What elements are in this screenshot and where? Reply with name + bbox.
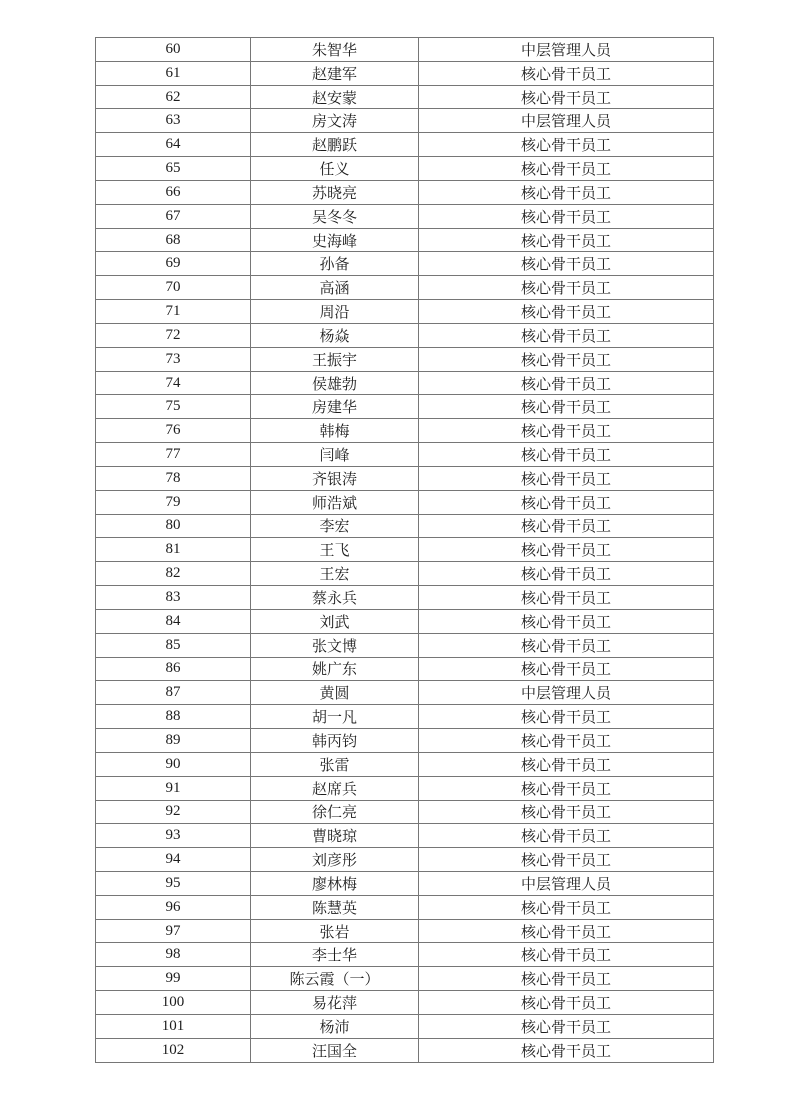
employee-category-cell: 核心骨干员工 (419, 1038, 714, 1062)
row-number-cell: 72 (96, 323, 251, 347)
employee-category-cell: 核心骨干员工 (419, 323, 714, 347)
row-number-cell: 80 (96, 514, 251, 538)
table-row (96, 157, 714, 181)
row-number-cell: 97 (96, 919, 251, 943)
row-number-cell: 73 (96, 347, 251, 371)
table-row (96, 871, 714, 895)
table-row (96, 347, 714, 371)
employee-category-cell: 核心骨干员工 (419, 609, 714, 633)
employee-category-cell: 核心骨干员工 (419, 919, 714, 943)
employee-category-cell: 核心骨干员工 (419, 991, 714, 1015)
employee-category-cell: 核心骨干员工 (419, 729, 714, 753)
employee-name-cell: 房文涛 (251, 109, 419, 133)
employee-name-cell: 李宏 (251, 514, 419, 538)
employee-name-cell: 陈慧英 (251, 895, 419, 919)
table-row (96, 61, 714, 85)
employee-roster-body (96, 38, 714, 1063)
row-number-cell: 99 (96, 967, 251, 991)
employee-name-cell: 张雷 (251, 752, 419, 776)
employee-category-cell: 核心骨干员工 (419, 419, 714, 443)
table-row (96, 538, 714, 562)
employee-name-cell: 苏晓亮 (251, 180, 419, 204)
employee-category-cell: 核心骨干员工 (419, 705, 714, 729)
employee-name-cell: 朱智华 (251, 38, 419, 62)
employee-name-cell: 房建华 (251, 395, 419, 419)
employee-name-cell: 王飞 (251, 538, 419, 562)
employee-name-cell: 齐银涛 (251, 466, 419, 490)
employee-name-cell: 韩丙钧 (251, 729, 419, 753)
employee-name-cell: 姚广东 (251, 657, 419, 681)
employee-category-cell: 核心骨干员工 (419, 204, 714, 228)
employee-name-cell: 杨沛 (251, 1014, 419, 1038)
table-row (96, 323, 714, 347)
table-row (96, 1014, 714, 1038)
row-number-cell: 67 (96, 204, 251, 228)
employee-category-cell: 核心骨干员工 (419, 61, 714, 85)
table-row (96, 204, 714, 228)
row-number-cell: 89 (96, 729, 251, 753)
employee-name-cell: 赵鹏跃 (251, 133, 419, 157)
row-number-cell: 96 (96, 895, 251, 919)
employee-name-cell: 廖林梅 (251, 871, 419, 895)
employee-name-cell: 杨焱 (251, 323, 419, 347)
table-row (96, 38, 714, 62)
table-row (96, 300, 714, 324)
table-row (96, 228, 714, 252)
row-number-cell: 93 (96, 824, 251, 848)
table-row (96, 681, 714, 705)
table-row (96, 633, 714, 657)
employee-name-cell: 赵席兵 (251, 776, 419, 800)
row-number-cell: 78 (96, 466, 251, 490)
employee-category-cell: 核心骨干员工 (419, 633, 714, 657)
employee-name-cell: 李士华 (251, 943, 419, 967)
employee-category-cell: 核心骨干员工 (419, 848, 714, 872)
employee-name-cell: 易花萍 (251, 991, 419, 1015)
employee-category-cell: 核心骨干员工 (419, 157, 714, 181)
table-row (96, 824, 714, 848)
row-number-cell: 74 (96, 371, 251, 395)
row-number-cell: 92 (96, 800, 251, 824)
employee-category-cell: 核心骨干员工 (419, 943, 714, 967)
table-row (96, 895, 714, 919)
employee-category-cell: 核心骨干员工 (419, 180, 714, 204)
employee-name-cell: 王振宇 (251, 347, 419, 371)
table-row (96, 276, 714, 300)
row-number-cell: 95 (96, 871, 251, 895)
row-number-cell: 71 (96, 300, 251, 324)
table-row (96, 371, 714, 395)
employee-name-cell: 刘武 (251, 609, 419, 633)
row-number-cell: 70 (96, 276, 251, 300)
row-number-cell: 100 (96, 991, 251, 1015)
employee-category-cell: 核心骨干员工 (419, 967, 714, 991)
row-number-cell: 60 (96, 38, 251, 62)
employee-category-cell: 中层管理人员 (419, 681, 714, 705)
employee-name-cell: 史海峰 (251, 228, 419, 252)
row-number-cell: 87 (96, 681, 251, 705)
table-row (96, 705, 714, 729)
employee-name-cell: 周沿 (251, 300, 419, 324)
employee-name-cell: 侯雄勃 (251, 371, 419, 395)
row-number-cell: 83 (96, 586, 251, 610)
row-number-cell: 84 (96, 609, 251, 633)
table-row (96, 586, 714, 610)
table-row (96, 109, 714, 133)
row-number-cell: 94 (96, 848, 251, 872)
employee-name-cell: 陈云霞（一） (251, 967, 419, 991)
table-row (96, 943, 714, 967)
employee-name-cell: 王宏 (251, 562, 419, 586)
table-row (96, 490, 714, 514)
employee-name-cell: 蔡永兵 (251, 586, 419, 610)
employee-category-cell: 核心骨干员工 (419, 895, 714, 919)
employee-name-cell: 胡一凡 (251, 705, 419, 729)
row-number-cell: 66 (96, 180, 251, 204)
row-number-cell: 101 (96, 1014, 251, 1038)
employee-category-cell: 核心骨干员工 (419, 657, 714, 681)
table-row (96, 729, 714, 753)
employee-name-cell: 张岩 (251, 919, 419, 943)
employee-name-cell: 师浩斌 (251, 490, 419, 514)
row-number-cell: 102 (96, 1038, 251, 1062)
employee-name-cell: 黄圆 (251, 681, 419, 705)
row-number-cell: 65 (96, 157, 251, 181)
employee-category-cell: 核心骨干员工 (419, 347, 714, 371)
table-row (96, 419, 714, 443)
employee-category-cell: 核心骨干员工 (419, 1014, 714, 1038)
row-number-cell: 63 (96, 109, 251, 133)
employee-category-cell: 核心骨干员工 (419, 228, 714, 252)
employee-name-cell: 高涵 (251, 276, 419, 300)
table-row (96, 967, 714, 991)
employee-category-cell: 核心骨干员工 (419, 776, 714, 800)
row-number-cell: 69 (96, 252, 251, 276)
employee-category-cell: 核心骨干员工 (419, 276, 714, 300)
row-number-cell: 68 (96, 228, 251, 252)
row-number-cell: 90 (96, 752, 251, 776)
employee-category-cell: 中层管理人员 (419, 871, 714, 895)
table-row (96, 752, 714, 776)
employee-name-cell: 闫峰 (251, 443, 419, 467)
table-row (96, 848, 714, 872)
employee-name-cell: 孙备 (251, 252, 419, 276)
table-row (96, 800, 714, 824)
row-number-cell: 61 (96, 61, 251, 85)
row-number-cell: 82 (96, 562, 251, 586)
employee-category-cell: 核心骨干员工 (419, 443, 714, 467)
table-row (96, 562, 714, 586)
employee-category-cell: 核心骨干员工 (419, 371, 714, 395)
employee-category-cell: 核心骨干员工 (419, 133, 714, 157)
employee-name-cell: 张文博 (251, 633, 419, 657)
employee-name-cell: 赵建军 (251, 61, 419, 85)
row-number-cell: 91 (96, 776, 251, 800)
employee-name-cell: 曹晓琼 (251, 824, 419, 848)
employee-category-cell: 核心骨干员工 (419, 252, 714, 276)
employee-category-cell: 核心骨干员工 (419, 538, 714, 562)
employee-category-cell: 核心骨干员工 (419, 300, 714, 324)
table-row (96, 609, 714, 633)
employee-category-cell: 核心骨干员工 (419, 395, 714, 419)
table-row (96, 1038, 714, 1062)
employee-name-cell: 吴冬冬 (251, 204, 419, 228)
employee-roster-table (95, 37, 714, 1063)
table-row (96, 919, 714, 943)
row-number-cell: 88 (96, 705, 251, 729)
employee-category-cell: 中层管理人员 (419, 38, 714, 62)
row-number-cell: 76 (96, 419, 251, 443)
employee-category-cell: 核心骨干员工 (419, 824, 714, 848)
table-row (96, 991, 714, 1015)
table-row (96, 252, 714, 276)
employee-name-cell: 任义 (251, 157, 419, 181)
table-row (96, 657, 714, 681)
table-row (96, 514, 714, 538)
table-row (96, 85, 714, 109)
employee-category-cell: 核心骨干员工 (419, 85, 714, 109)
row-number-cell: 75 (96, 395, 251, 419)
employee-name-cell: 汪国全 (251, 1038, 419, 1062)
employee-category-cell: 核心骨干员工 (419, 562, 714, 586)
row-number-cell: 77 (96, 443, 251, 467)
employee-category-cell: 核心骨干员工 (419, 800, 714, 824)
employee-category-cell: 核心骨干员工 (419, 586, 714, 610)
row-number-cell: 85 (96, 633, 251, 657)
table-row (96, 776, 714, 800)
row-number-cell: 86 (96, 657, 251, 681)
row-number-cell: 79 (96, 490, 251, 514)
table-row (96, 395, 714, 419)
employee-name-cell: 刘彦彤 (251, 848, 419, 872)
row-number-cell: 81 (96, 538, 251, 562)
table-row (96, 133, 714, 157)
table-row (96, 466, 714, 490)
employee-category-cell: 核心骨干员工 (419, 514, 714, 538)
employee-category-cell: 核心骨干员工 (419, 752, 714, 776)
row-number-cell: 98 (96, 943, 251, 967)
row-number-cell: 62 (96, 85, 251, 109)
employee-category-cell: 中层管理人员 (419, 109, 714, 133)
employee-category-cell: 核心骨干员工 (419, 466, 714, 490)
employee-category-cell: 核心骨干员工 (419, 490, 714, 514)
employee-name-cell: 赵安蒙 (251, 85, 419, 109)
table-row (96, 180, 714, 204)
employee-name-cell: 韩梅 (251, 419, 419, 443)
table-row (96, 443, 714, 467)
row-number-cell: 64 (96, 133, 251, 157)
employee-name-cell: 徐仁亮 (251, 800, 419, 824)
